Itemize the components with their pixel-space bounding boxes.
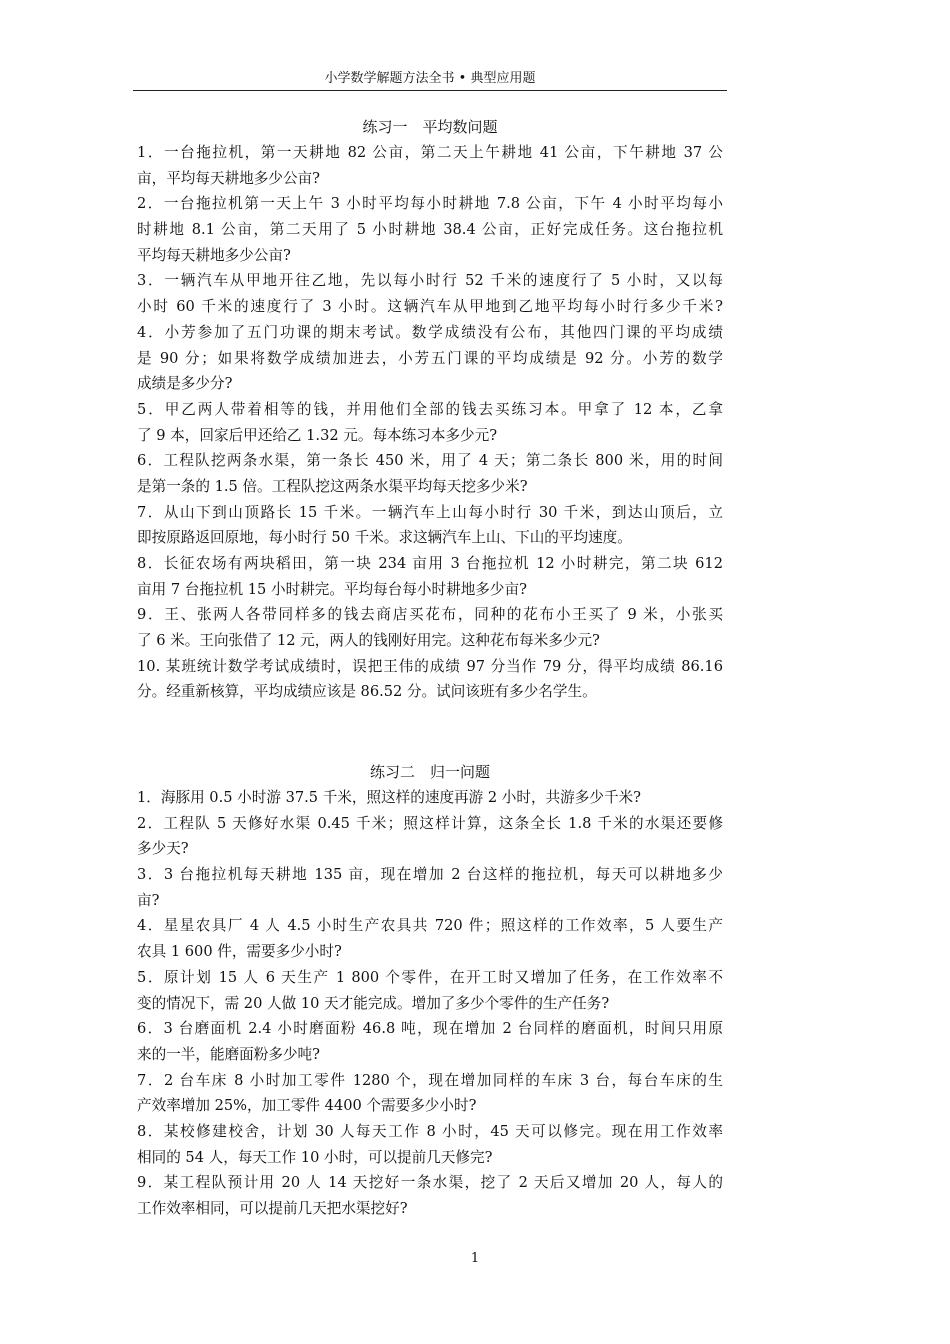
problem-text-line: 7．从山下到山顶路长 15 千米。一辆汽车上山每小时行 30 千米，到达山顶后，立 [137, 503, 723, 521]
problem-text-line: 小时 60 千米的速度行了 3 小时。这辆汽车从甲地到乙地平均每小时行多少千米? [137, 298, 723, 316]
exercise-section-1 [137, 114, 723, 705]
problem-text-line: 亩，平均每天耕地多少公亩? [137, 169, 320, 187]
page-header: 小学数学解题方法全书 • 典型应用题 [324, 71, 536, 86]
problem-text-line: 变的情况下，需 20 人做 10 天才能完成。增加了多少个零件的生产任务? [137, 994, 610, 1012]
section-title: 练习二 归一问题 [369, 763, 490, 781]
problem-text-line: 1．海豚用 0.5 小时游 37.5 千米，照这样的速度再游 2 小时，共游多少千米? [137, 789, 641, 806]
problem-text-line: 分。经重新核算，平均成绩应该是 86.52 分。试问该班有多少名学生。 [137, 683, 597, 701]
problem-text-line: 10. 某班统计数学考试成绩时，误把王伟的成绩 97 分当作 79 分，得平均成绩 86.16 [137, 657, 723, 675]
page-number: 1 [470, 1251, 480, 1266]
problem-text-line: 来的一半，能磨面粉多少吨? [137, 1045, 320, 1063]
problem-text-line: 9．某工程队预计用 20 人 14 天挖好一条水渠，挖了 2 天后又增加 20 人，每人的 [137, 1174, 723, 1192]
header-rule [133, 90, 727, 91]
problem-text-line: 工作效率相同，可以提前几天把水渠挖好? [137, 1200, 408, 1217]
problem-text-line: 了 6 米。王向张借了 12 元，两人的钱刚好用完。这种花布每米多少元? [137, 632, 600, 650]
problem-text-line: 7．2 台车床 8 小时加工零件 1280 个，现在增加同样的车床 3 台，每台车床的生 [137, 1071, 723, 1089]
problem-text-line: 4．小芳参加了五门功课的期末考试。数学成绩没有公布，其他四门课的平均成绩 [137, 323, 723, 341]
section-title: 练习一 平均数问题 [362, 118, 498, 136]
problem-text-line: 时耕地 8.1 公亩，第二天用了 5 小时耕地 38.4 公亩，正好完成任务。这台拖拉机 [137, 221, 723, 239]
problem-text-line: 3．一辆汽车从甲地开往乙地，先以每小时行 52 千米的速度行了 5 小时，又以每 [137, 272, 723, 290]
problem-text-line: 2．工程队 5 天修好水渠 0.45 千米；照这样计算，这条全长 1.8 千米的水渠还要修 [137, 814, 723, 832]
problem-text-line: 4．星星农具厂 4 人 4.5 小时生产农具共 720 件；照这样的工作效率，5 人要生产 [137, 917, 723, 935]
problem-text-line: 8．长征农场有两块稻田，第一块 234 亩用 3 台拖拉机 12 小时耕完，第二块 612 [137, 555, 723, 572]
problem-text-line: 2．一台拖拉机第一天上午 3 小时平均每小时耕地 7.8 公亩，下午 4 小时平均每小 [137, 195, 723, 213]
problem-list [137, 140, 723, 705]
problem-text-line: 即按原路返回原地，每小时行 50 千米。求这辆汽车上山、下山的平均速度。 [137, 529, 632, 547]
problem-text-line: 相同的 54 人，每天工作 10 小时，可以提前几天修完? [137, 1148, 493, 1166]
problem-text-line: 亩? [137, 891, 160, 909]
problem-text-line: 成绩是多少分? [137, 375, 233, 393]
problem-text-line: 6．3 台磨面机 2.4 小时磨面粉 46.8 吨，现在增加 2 台同样的磨面机，时间只用原 [137, 1020, 723, 1038]
problem-text-line: 产效率增加 25%，加工零件 4400 个需要多少小时? [137, 1097, 477, 1115]
problem-text-line: 6．工程队挖两条水渠，第一条长 450 米，用了 4 天；第二条长 800 米，用的时间 [137, 452, 723, 470]
problem-text-line: 9．王、张两人各带同样多的钱去商店买花布，同种的花布小王买了 9 米，小张买 [137, 606, 723, 624]
problem-text-line: 是第一条的 1.5 倍。工程队挖这两条水渠平均每天挖多少米? [137, 477, 528, 495]
problem-text-line: 平均每天耕地多少公亩? [137, 246, 291, 264]
problem-text-line: 农具 1 600 件，需要多少小时? [137, 943, 342, 961]
problem-text-line: 是 90 分；如果将数学成绩加进去，小芳五门课的平均成绩是 92 分。小芳的数学 [137, 349, 723, 367]
problem-text-line: 1．一台拖拉机，第一天耕地 82 公亩，第二天上午耕地 41 公亩，下午耕地 37 公 [137, 144, 723, 161]
problem-list [137, 785, 723, 1222]
exercise-section-2 [137, 759, 723, 1222]
problem-text-line: 5．原计划 15 人 6 天生产 1 800 个零件，在开工时又增加了任务，在工作效率不 [137, 968, 723, 986]
problem-text-line: 3．3 台拖拉机每天耕地 135 亩，现在增加 2 台这样的拖拉机，每天可以耕地多少 [137, 866, 723, 884]
problem-text-line: 亩用 7 台拖拉机 15 小时耕完。平均每台每小时耕地多少亩? [137, 580, 527, 598]
problem-text-line: 了 9 本，回家后甲还给乙 1.32 元。每本练习本多少元? [137, 426, 498, 444]
problem-text-line: 多少天? [137, 840, 189, 858]
problem-text-line: 5．甲乙两人带着相等的钱，并用他们全部的钱去买练习本。甲拿了 12 本，乙拿 [137, 400, 723, 418]
problem-text-line: 8．某校修建校舍，计划 30 人每天工作 8 小时，45 天可以修完。现在用工作效率 [137, 1122, 723, 1140]
